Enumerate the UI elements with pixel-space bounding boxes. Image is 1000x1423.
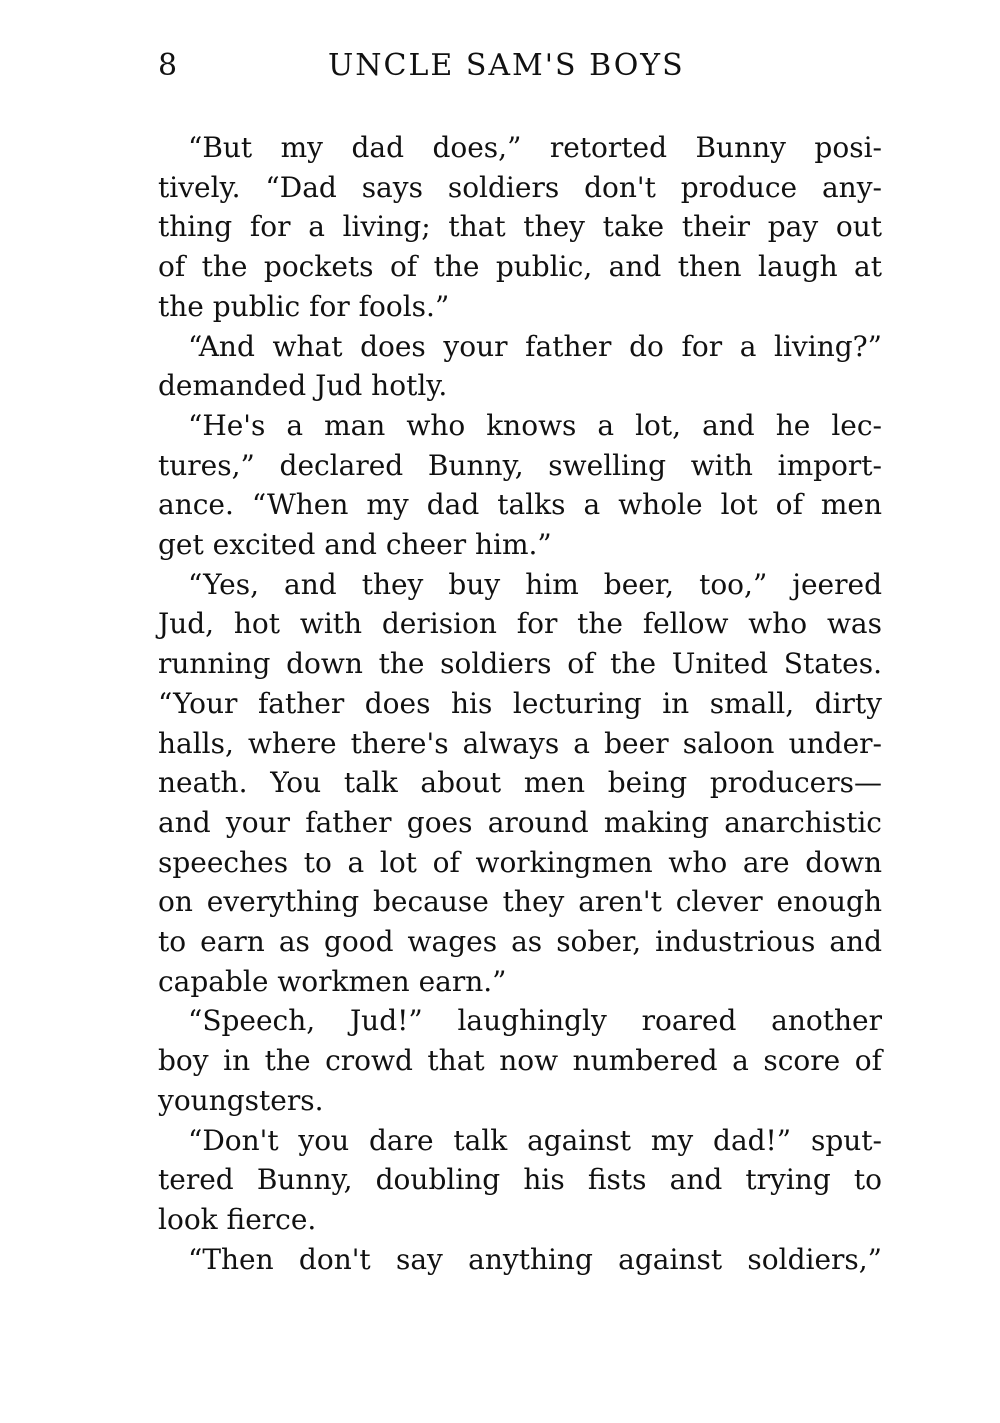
text-line: “Yes, and they buy him beer, too,” jeered bbox=[188, 567, 882, 601]
text-line: ance. “When my dad talks a whole lot of men bbox=[158, 488, 882, 522]
text-line: boy in the crowd that now numbered a score of bbox=[158, 1044, 882, 1078]
text-line: “Don't you dare talk against my dad!” sput- bbox=[188, 1123, 882, 1157]
text-line: on everything because they aren't clever enough bbox=[158, 885, 882, 919]
text-line: to earn as good wages as sober, industrious and bbox=[158, 925, 882, 959]
text-line: youngsters. bbox=[158, 1083, 324, 1117]
text-line: “Speech, Jud!” laughingly roared another bbox=[188, 1004, 882, 1038]
running-head bbox=[158, 48, 882, 88]
text-line: Jud, hot with derision for the fellow who was bbox=[158, 607, 882, 641]
text-line: of the pockets of the public, and then laugh at bbox=[158, 250, 882, 284]
text-line: tered Bunny, doubling his fists and trying to bbox=[158, 1163, 882, 1197]
body-text bbox=[158, 128, 882, 1279]
page-number: 8 bbox=[158, 48, 179, 83]
text-line: thing for a living; that they take their pay out bbox=[158, 210, 882, 244]
text-line: tures,” declared Bunny, swelling with import- bbox=[158, 448, 882, 482]
text-line: demanded Jud hotly. bbox=[158, 369, 448, 403]
running-title: UNCLE SAM'S BOYS bbox=[328, 48, 685, 83]
text-line: neath. You talk about men being producers— bbox=[158, 766, 882, 800]
text-line: “But my dad does,” retorted Bunny posi- bbox=[188, 131, 882, 164]
text-line: running down the soldiers of the United States. bbox=[158, 647, 882, 681]
text-line: halls, where there's always a beer saloon under- bbox=[158, 726, 882, 760]
text-line: “Then don't say anything against soldiers,” bbox=[188, 1242, 882, 1276]
text-line: the public for fools.” bbox=[158, 289, 450, 323]
text-line: look fierce. bbox=[158, 1202, 317, 1236]
text-line: “And what does your father do for a living?” bbox=[188, 329, 882, 363]
book-page bbox=[158, 48, 882, 1279]
text-line: and your father goes around making anarchistic bbox=[158, 805, 882, 839]
text-line: get excited and cheer him.” bbox=[158, 528, 552, 562]
text-line: tively. “Dad says soldiers don't produce any- bbox=[158, 170, 882, 204]
text-line: capable workmen earn.” bbox=[158, 964, 507, 998]
text-line: “He's a man who knows a lot, and he lec- bbox=[188, 408, 882, 442]
text-line: speeches to a lot of workingmen who are down bbox=[158, 845, 882, 879]
text-line: “Your father does his lecturing in small, dirty bbox=[158, 686, 882, 720]
